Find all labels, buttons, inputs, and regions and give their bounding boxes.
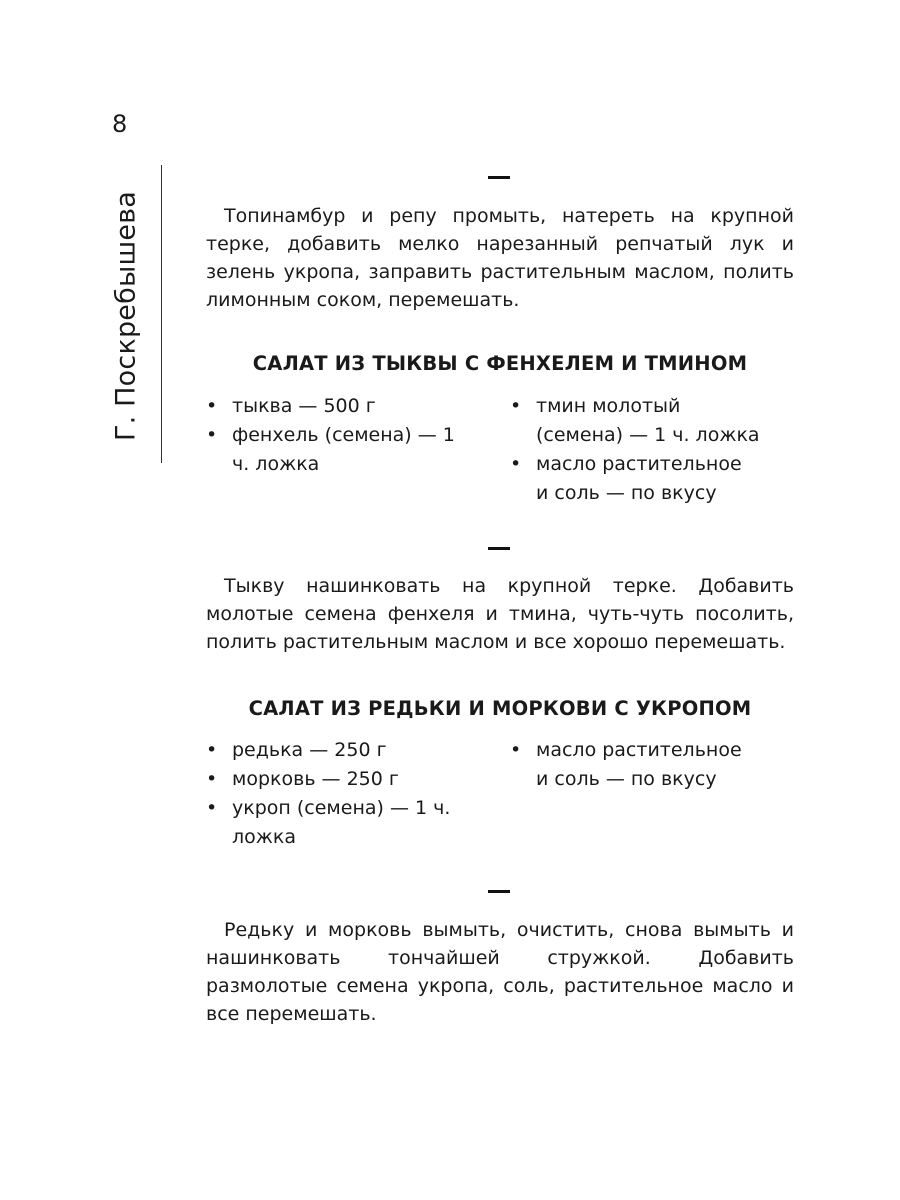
- vertical-rule: [161, 165, 162, 463]
- section-dash: [488, 890, 510, 893]
- ingredient-list-right: [510, 736, 760, 794]
- ingredient-item: • масло растительное и соль — по вкусу: [510, 736, 760, 794]
- ingredient-list-right: [510, 392, 760, 508]
- ingredient-item: • тмин молотый (семена) — 1 ч. ложка: [510, 392, 760, 450]
- ingredient-item: • редька — 250 г: [206, 736, 456, 765]
- section-dash: [488, 547, 510, 550]
- recipe-title-radish-salad: САЛАТ ИЗ РЕДЬКИ И МОРКОВИ С УКРОПОМ: [248, 697, 752, 720]
- ingredient-item: • масло растительное и соль — по вкусу: [510, 450, 760, 508]
- ingredient-item: • тыква — 500 г: [206, 392, 456, 421]
- ingredient-item: • фенхель (семена) — 1 ч. ложка: [206, 421, 456, 479]
- ingredient-item: • морковь — 250 г: [206, 765, 456, 794]
- recipe-instructions-pumpkin: Тыкву нашинковать на крупной терке. Добавить молотые семена фенхеля и тмина, чуть-чуть посолить, полить растительным маслом и все хорошо перемешать.: [206, 575, 794, 653]
- ingredient-item: • укроп (семена) — 1 ч. ложка: [206, 794, 456, 852]
- section-dash: [488, 176, 510, 179]
- recipe-instructions-radish: Редьку и морковь вымыть, очистить, снова вымыть и нашинковать тончайшей стружкой. Добавить размолотые семена укропа, соль, растительное масло и все перемешать.: [206, 919, 794, 1025]
- recipe-title-pumpkin-salad: САЛАТ ИЗ ТЫКВЫ С ФЕНХЕЛЕМ И ТМИНОМ: [252, 352, 748, 375]
- ingredient-list-left: [206, 392, 456, 479]
- page-number: 8: [112, 110, 128, 138]
- intro-paragraph: Топинамбур и репу промыть, натереть на крупной терке, добавить мелко нарезанный репчатый лук и зелень укропа, заправить растительным маслом, полить лимонным соком, перемешать.: [206, 205, 794, 311]
- ingredient-list-left: [206, 736, 456, 852]
- running-head: [86, 170, 166, 462]
- author-name: Г. Поскребышева: [110, 190, 142, 442]
